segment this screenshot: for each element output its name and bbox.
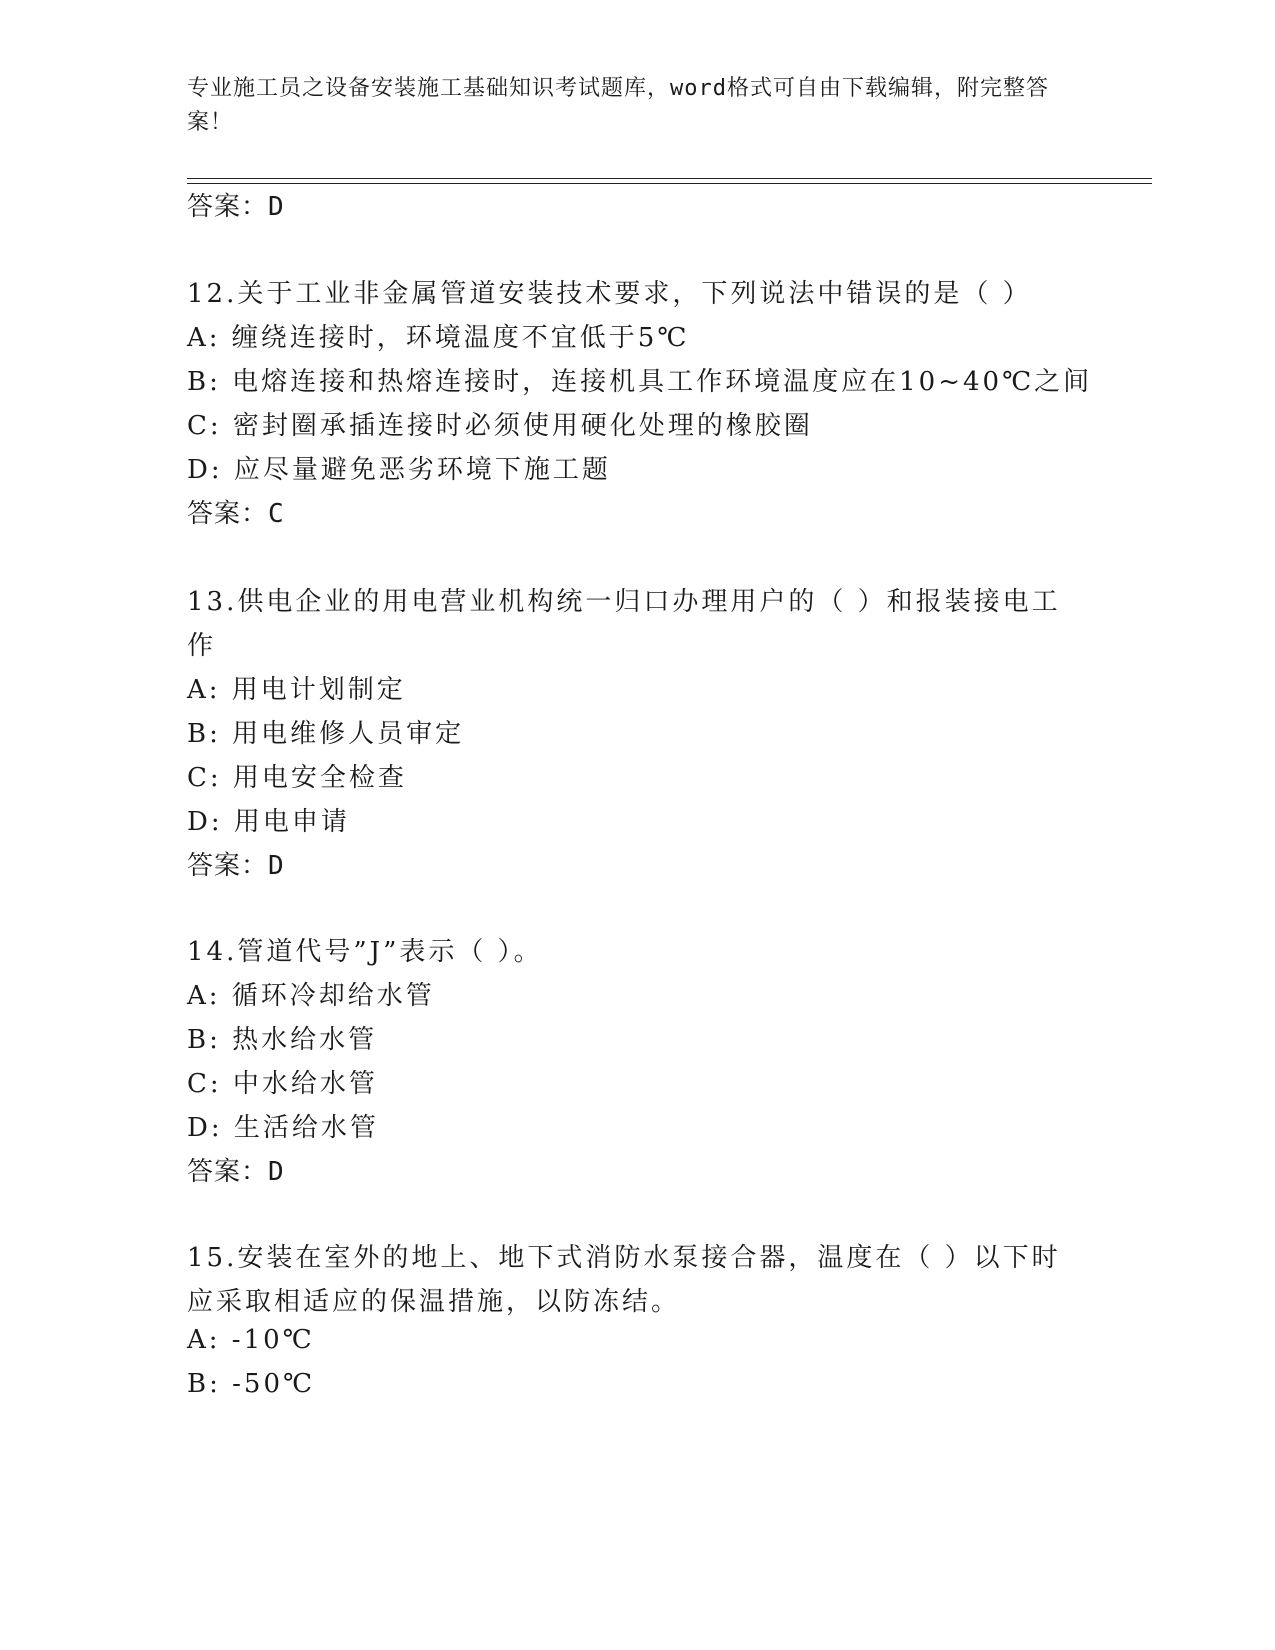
question-13-option-c: C: 用电安全检查 [187,763,407,793]
question-14-option-c: C: 中水给水管 [187,1069,378,1099]
question-15-option-b: B: -50℃ [187,1369,316,1399]
header-rule-bottom [187,183,1152,184]
question-14-answer: 答案：D [187,1157,285,1187]
question-14-option-d: D: 生活给水管 [187,1113,379,1143]
question-13-answer: 答案：D [187,851,285,881]
question-15-stem: 15.安装在室外的地上、地下式消防水泵接合器，温度在（ ）以下时 [187,1243,1061,1273]
question-13-option-a: A: 用电计划制定 [187,675,406,705]
question-14-stem: 14.管道代号”J”表示（ ）。 [187,937,543,967]
question-13-stem-cont: 作 [187,631,217,661]
header-rule-top [187,178,1152,179]
question-14-option-b: B: 热水给水管 [187,1025,378,1055]
question-13-stem: 13.供电企业的用电营业机构统一归口办理用户的（ ）和报装接电工 [187,587,1061,617]
question-12-option-a: A: 缠绕连接时，环境温度不宜低于5℃ [187,323,690,353]
question-14-option-a: A: 循环冷却给水管 [187,981,435,1011]
question-12-option-b: B: 电熔连接和热熔连接时，连接机具工作环境温度应在10~40℃之间 [187,367,1093,397]
question-13-option-b: B: 用电维修人员审定 [187,719,465,749]
question-12-option-d: D: 应尽量避免恶劣环境下施工题 [187,455,611,485]
question-15-option-a: A: -10℃ [187,1325,315,1355]
page-header: 专业施工员之设备安装施工基础知识考试题库，word格式可自由下载编辑，附完整答案！ [187,76,1049,135]
question-13-option-d: D: 用电申请 [187,807,350,837]
question-12-stem: 12.关于工业非金属管道安装技术要求，下列说法中错误的是（ ） [187,279,1032,309]
question-12-option-c: C: 密封圈承插连接时必须使用硬化处理的橡胶圈 [187,411,813,441]
question-15-stem-cont: 应采取相适应的保温措施，以防冻结。 [187,1287,681,1317]
question-12-answer: 答案：C [187,499,285,529]
answer-prev: 答案：D [187,192,285,222]
